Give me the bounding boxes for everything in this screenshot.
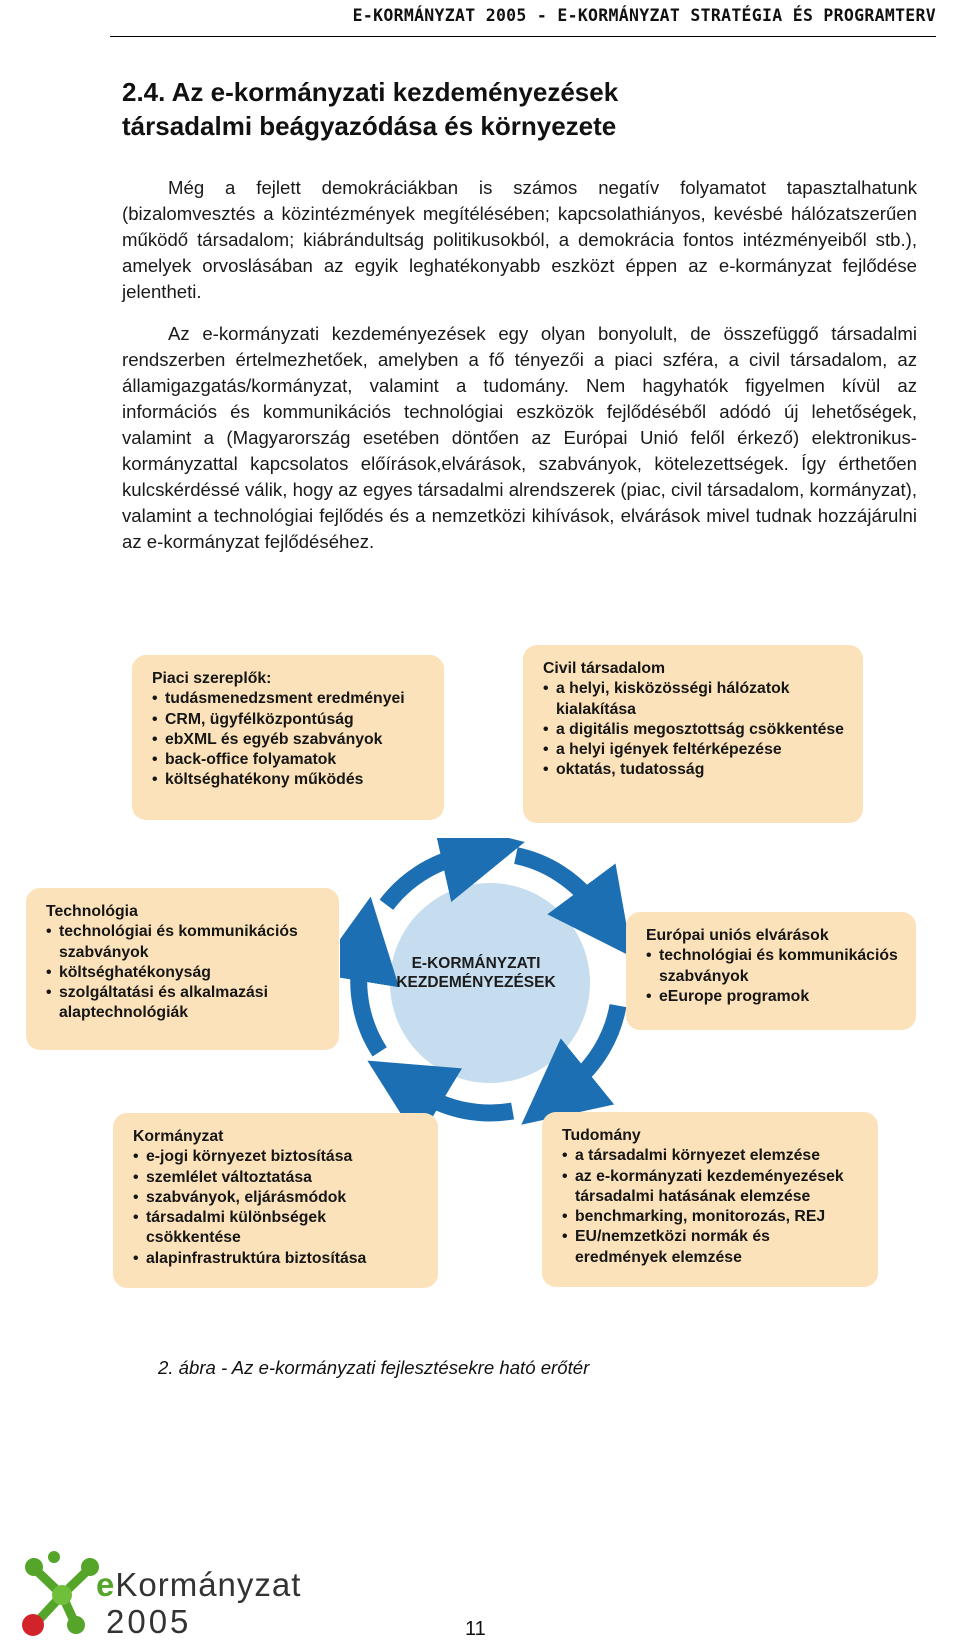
box-item: • e-jogi környezet biztosítása	[133, 1147, 422, 1167]
box-item: • technológiai és kommunikációs szabványok	[646, 946, 900, 987]
box-tudomany	[542, 1112, 878, 1287]
box-piaci-szereplok	[132, 655, 444, 820]
page-number: 11	[465, 1618, 486, 1640]
box-item: • társadalmi különbségek csökkentése	[133, 1208, 422, 1249]
diagram-center-label	[385, 954, 567, 992]
box-item: • szolgáltatási és alkalmazási alaptechnológiák	[46, 983, 323, 1024]
box-item: • szabványok, eljárásmódok	[133, 1188, 422, 1208]
box-title: Technológia	[46, 903, 138, 920]
box-technologia	[26, 888, 339, 1050]
section-heading-line2: társadalmi beágyazódása és környezete	[122, 111, 617, 141]
box-title: Civil társadalom	[543, 660, 666, 677]
box-title: Piaci szereplők:	[152, 670, 272, 687]
box-item: • alapinfrastruktúra biztosítása	[133, 1249, 422, 1269]
paragraph-2: Az e-kormányzati kezdeményezések egy olyan bonyolult, de összefüggő társadalmi rendszerben értelmezhetőek, amelyben a fő tényezői a piaci szféra, a civil társadalom, az államigazgatás/kormányzat, valamint a tudomány. Nem hagyhatók figyelmen kívül az információs és kommunikációs technológiai eszközök fejlődéséből adódó új lehetőségek, valamint a (Magyarország esetében döntően az Európai Unió felől érkező) elektronikus-kormányzattal kapcsolatos előírások,elvárások, szabványok, kötelezettségek. Így érthetően kulcskérdéssé válik, hogy az egyes társadalmi alrendszerek (piac, civil társadalom, kormányzat), valamint a technológiai fejlődés és a nemzetközi kihívások, elvárások mivel tudnak hozzájárulni az e-kormányzat fejlődéséhez.	[122, 322, 917, 552]
section-heading	[122, 75, 902, 143]
box-item: • oktatás, tudatosság	[543, 760, 847, 780]
center-label-line2: KEZDEMÉNYEZÉSEK	[396, 974, 556, 991]
box-item: • a helyi igények feltérképezése	[543, 740, 847, 760]
box-item: • költséghatékonyság	[46, 963, 323, 983]
box-civil-tarsadalom	[523, 645, 863, 823]
box-item: • a helyi, kisközösségi hálózatok kialakítása	[543, 679, 847, 720]
cycle-arrow-3	[423, 1094, 513, 1113]
box-item: • szemlélet változtatása	[133, 1168, 422, 1188]
logo-year: 2005	[106, 1603, 192, 1640]
box-item: • back-office folyamatok	[152, 750, 428, 770]
section-heading-line1: 2.4. Az e-kormányzati kezdeményezések	[122, 77, 619, 107]
running-header: E-KORMÁNYZAT 2005 - E-KORMÁNYZAT STRATÉGIA ÉS PROGRAMTERV	[110, 4, 936, 37]
figure-caption: 2. ábra - Az e-kormányzati fejlesztésekre ható erőtér	[158, 1357, 590, 1378]
box-title: Kormányzat	[133, 1128, 224, 1145]
box-item: • a társadalmi környezet elemzése	[562, 1146, 862, 1166]
center-label-line1: E-KORMÁNYZATI	[411, 955, 541, 972]
box-title: Tudomány	[562, 1127, 641, 1144]
box-item: • költséghatékony működés	[152, 770, 428, 790]
box-item: • technológiai és kommunikációs szabványok	[46, 922, 323, 963]
box-item: • ebXML és egyéb szabványok	[152, 730, 428, 750]
box-item: • CRM, ügyfélközpontúság	[152, 710, 428, 730]
box-item: • EU/nemzetközi normák és eredmények elemzése	[562, 1227, 862, 1268]
box-item: • az e-kormányzati kezdeményezések társadalmi hatásának elemzése	[562, 1167, 862, 1208]
box-title: Európai uniós elvárások	[646, 927, 829, 944]
box-item: • benchmarking, monitorozás, REJ	[562, 1207, 862, 1227]
box-kormanyzat	[113, 1113, 438, 1288]
box-item: • eEurope programok	[646, 987, 900, 1007]
cycle-arrow-4	[359, 960, 380, 1052]
box-item: • a digitális megosztottság csökkentése	[543, 720, 847, 740]
box-item: • tudásmenedzsment eredményei	[152, 689, 428, 709]
paragraph-1: Még a fejlett demokráciákban is számos negatív folyamatot tapasztalhatunk (bizalomvesztés a közintézmények megítélésében; kapcsolathiányos, kevésbé hálózatszerűen működő társadalom; kiábrándultság politikusokból, a demokrácia fontos intézményeiből stb.), amelyek orvoslásában az egyik leghatékonyabb eszközt éppen az e-kormányzat fejlődése jelentheti.	[122, 176, 917, 302]
box-europai-unios-elvarasok	[626, 912, 916, 1030]
logo-text: eKormányzat	[96, 1566, 302, 1603]
